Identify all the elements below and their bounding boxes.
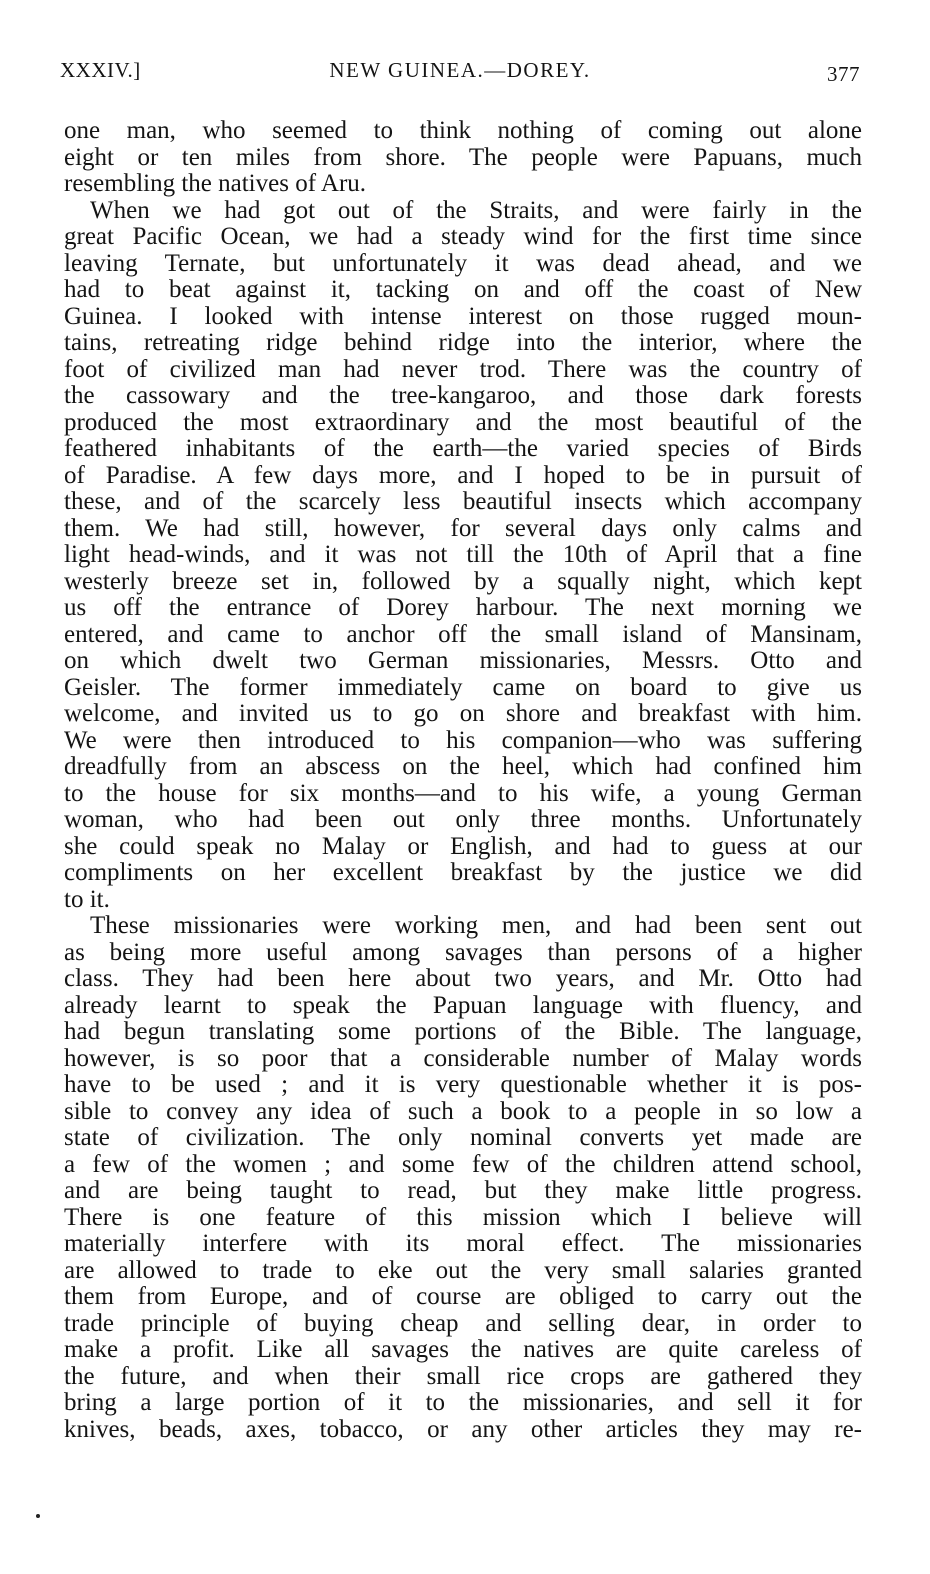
text-line: the future, and when their small rice crops are gathered they (64, 1362, 862, 1390)
text-line: as being more useful among savages than persons of a higher (64, 938, 862, 966)
text-line: to the house for six months—and to his wife, a young German (64, 779, 862, 807)
text-line: them from Europe, and of course are obliged to carry out the (64, 1283, 862, 1310)
paragraph (64, 198, 862, 914)
paragraph (64, 118, 862, 198)
text-line: leaving Ternate, but unfortunately it was dead ahead, and we (64, 249, 862, 277)
text-line: on which dwelt two German missionaries, Messrs. Otto and (64, 647, 862, 674)
text-line: tains, retreating ridge behind ridge into the interior, where the (64, 329, 862, 356)
running-title: NEW GUINEA.—DOREY. (329, 58, 591, 82)
text-line: have to be used ; and it is very questionable whether it is pos- (64, 1071, 862, 1098)
body-text (64, 118, 862, 1443)
text-line: sible to convey any idea of such a book to a people in so low a (64, 1097, 862, 1125)
text-line: There is one feature of this mission which I believe will (64, 1203, 862, 1231)
chapter-number: XXXIV.] (60, 58, 141, 82)
stray-ink-dot (36, 1514, 40, 1518)
text-line: woman, who had been out only three months. Unfortunately (64, 806, 862, 833)
text-line: Geisler. The former immediately came on board to give us (64, 673, 862, 701)
text-line: compliments on her excellent breakfast by the justice we did (64, 859, 862, 886)
page-number: 377 (827, 62, 860, 86)
text-line: these, and of the scarcely less beautiful insects which accompany (64, 488, 862, 515)
text-line: materially interfere with its moral effect. The missionaries (64, 1230, 862, 1257)
text-line: state of civilization. The only nominal converts yet made are (64, 1124, 862, 1151)
text-line: of Paradise. A few days more, and I hoped to be in pursuit of (64, 461, 862, 489)
text-line: produced the most extraordinary and the most beautiful of the (64, 408, 862, 436)
text-line: eight or ten miles from shore. The people were Papuans, much (64, 143, 862, 171)
text-line: resembling the natives of Aru. (64, 170, 367, 197)
text-line: already learnt to speak the Papuan language with fluency, and (64, 991, 862, 1019)
text-line: to it. (64, 885, 110, 913)
text-line: light head-winds, and it was not till the 10th of April that a fine (64, 541, 862, 568)
text-line: bring a large portion of it to the missionaries, and sell it for (64, 1389, 862, 1416)
text-line: a few of the women ; and some few of the children attend school, (64, 1150, 862, 1178)
text-line: one man, who seemed to think nothing of coming out alone (64, 117, 862, 144)
text-line: she could speak no Malay or English, and had to guess at our (64, 832, 862, 860)
running-head (60, 58, 860, 90)
text-line: the cassowary and the tree-kangaroo, and those dark forests (64, 382, 862, 409)
text-line: however, is so poor that a considerable number of Malay words (64, 1044, 862, 1072)
paragraph (64, 913, 862, 1443)
text-line: us off the entrance of Dorey harbour. The next morning we (64, 594, 862, 621)
text-line: entered, and came to anchor off the small island of Mansinam, (64, 620, 862, 648)
text-line: trade principle of buying cheap and selling dear, in order to (64, 1309, 862, 1337)
text-line: These missionaries were working men, and had been sent out (90, 912, 862, 939)
text-line: had begun translating some portions of the Bible. The language, (64, 1018, 862, 1045)
text-line: welcome, and invited us to go on shore and breakfast with him. (64, 700, 862, 727)
text-line: class. They had been here about two years, and Mr. Otto had (64, 965, 862, 992)
text-line: them. We had still, however, for several days only calms and (64, 514, 862, 542)
text-line: and are being taught to read, but they make little progress. (64, 1177, 862, 1204)
text-line: feathered inhabitants of the earth—the varied species of Birds (64, 435, 862, 462)
text-line: foot of civilized man had never trod. There was the country of (64, 355, 862, 383)
text-line: We were then introduced to his companion—who was suffering (64, 726, 862, 754)
text-line: dreadfully from an abscess on the heel, which had confined him (64, 753, 862, 780)
text-line: make a profit. Like all savages the natives are quite careless of (64, 1336, 862, 1363)
text-line: great Pacific Ocean, we had a steady wind for the first time since (64, 223, 862, 250)
text-line: are allowed to trade to eke out the very small salaries granted (64, 1256, 862, 1284)
text-line: Guinea. I looked with intense interest on those rugged moun- (64, 302, 862, 330)
text-line: westerly breeze set in, followed by a squally night, which kept (64, 567, 862, 595)
text-line: When we had got out of the Straits, and were fairly in the (90, 196, 862, 224)
text-line: knives, beads, axes, tobacco, or any other articles they may re- (64, 1415, 862, 1443)
text-line: had to beat against it, tacking on and off the coast of New (64, 276, 862, 303)
